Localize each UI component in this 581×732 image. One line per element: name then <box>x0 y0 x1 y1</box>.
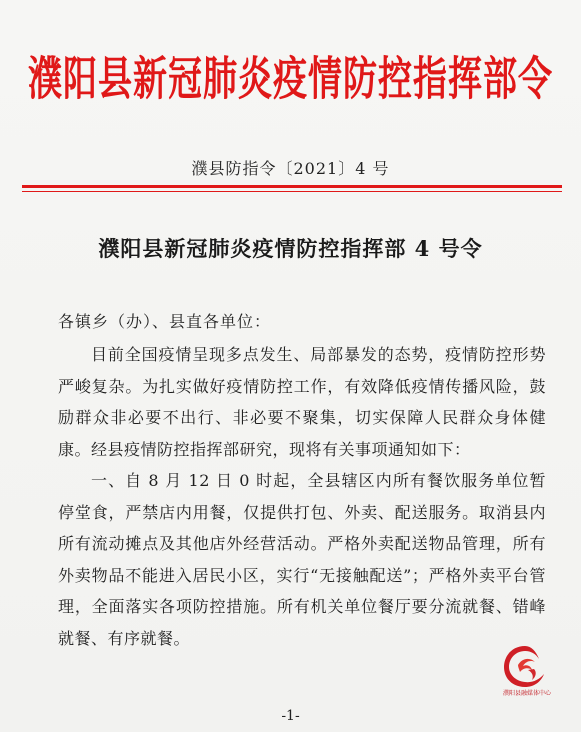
media-center-logo-icon <box>498 640 552 710</box>
addressee-line: 各镇乡（办）、县直各单位： <box>58 312 272 331</box>
media-center-caption: 濮阳县融媒体中心 <box>502 690 551 697</box>
header-title: 濮阳县新冠肺炎疫情防控指挥部令 <box>28 52 553 107</box>
order-title: 濮阳县新冠肺炎疫情防控指挥部 4 号令 <box>98 236 483 261</box>
red-divider-thick <box>22 185 562 188</box>
body-paragraph-2: 一、自 8 月 12 日 0 时起，全县辖区内所有餐饮服务单位暂停堂食，严禁店内用餐，仅提供打包、外卖、配送服务。取消县内所有流动摊点及其他店外经营活动。严格外卖配送物品管理，所有外卖物品不能进入居民小区，实行“无接触配送”；严格外卖平台管理，全面落实各项防控措施。所有机关单位餐厅要分流就餐、错峰就餐、有序就餐。 <box>58 471 546 648</box>
red-divider-thin <box>22 191 562 192</box>
page-number: -1- <box>281 708 300 724</box>
document-number: 濮县防指令〔2021〕4 号 <box>191 159 390 178</box>
body-paragraph-1: 目前全国疫情呈现多点发生、局部暴发的态势，疫情防控形势严峻复杂。为扎实做好疫情防控工作，有效降低疫情传播风险，鼓励群众非必要不出行、非必要不聚集，切实保障人民群众身体健康。经县疫情防控指挥部研究，现将有关事项通知如下： <box>58 345 546 459</box>
